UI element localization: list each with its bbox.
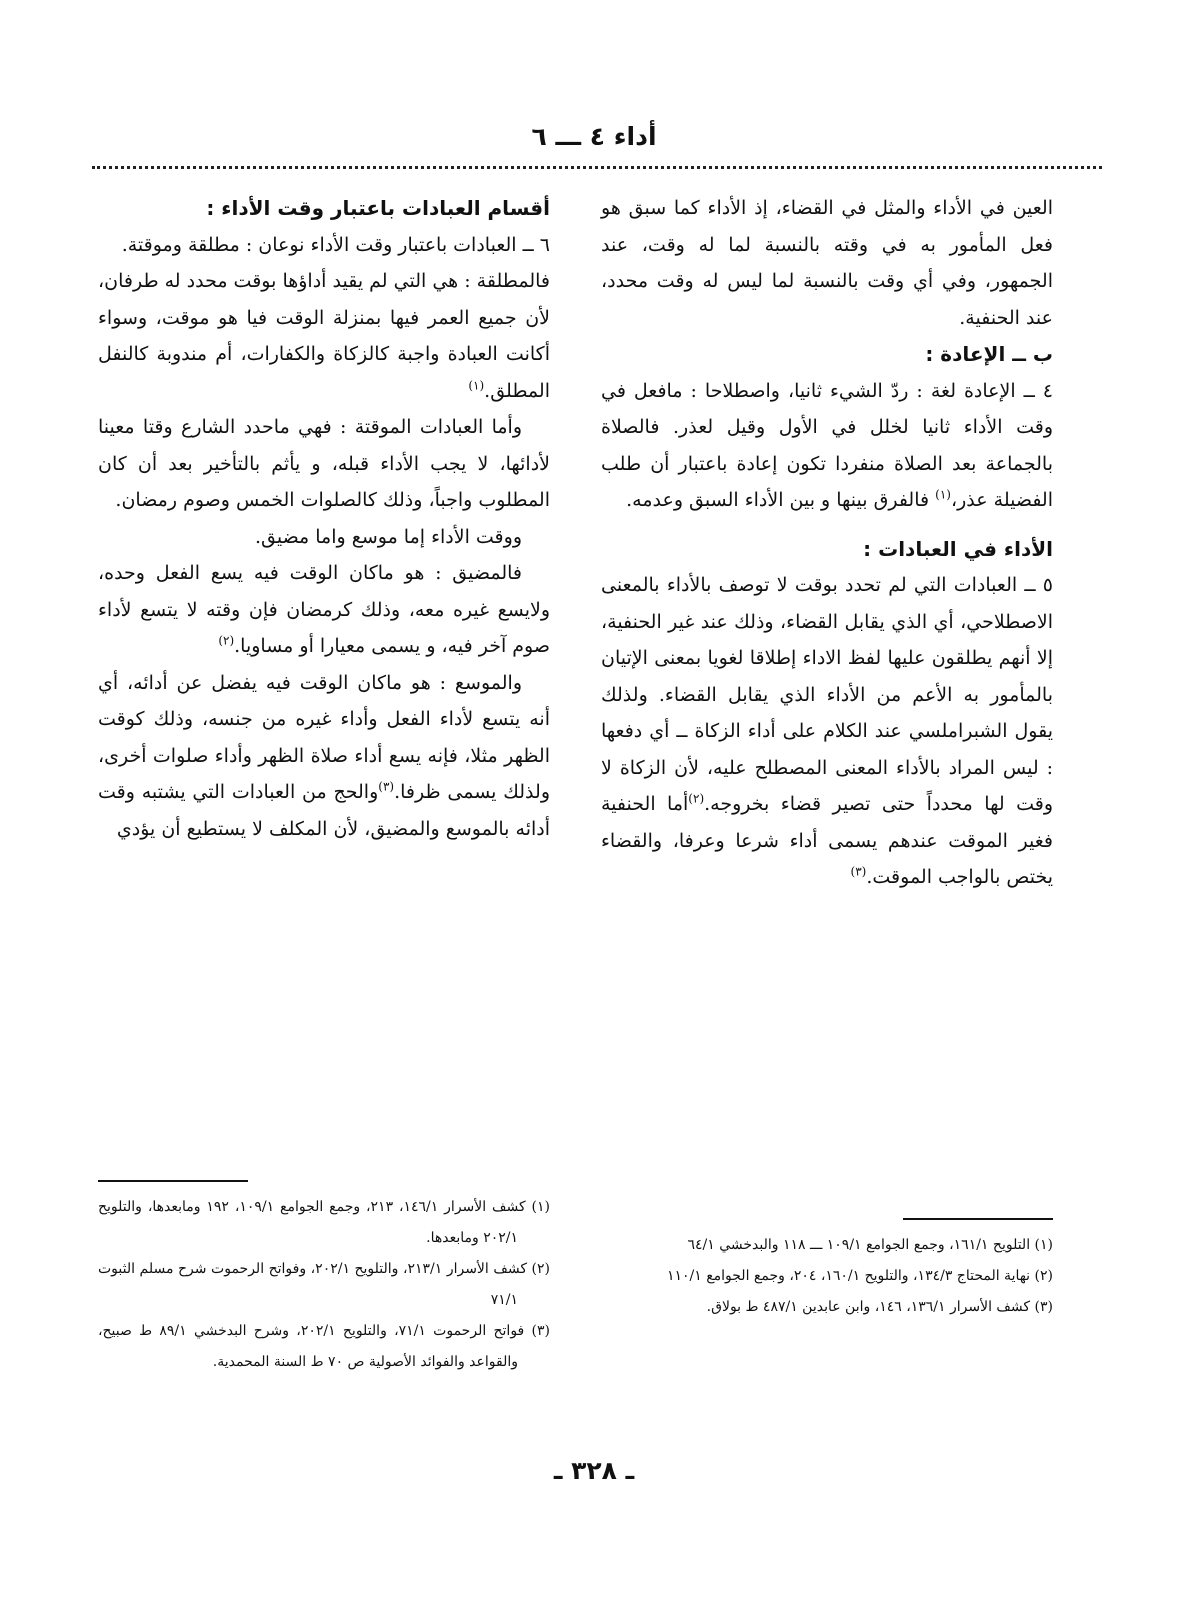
footnote-item: (١) كشف الأسرار ١٤٦/١، ٢١٣، وجمع الجوامع ١٠٩/١، ١٩٢ ومابعدها، والتلويح ٢٠٢/١ ومابعدها. bbox=[98, 1199, 551, 1246]
footnote-ref: (٢) bbox=[218, 633, 235, 648]
footnote-divider-right bbox=[903, 1218, 1053, 1220]
footnote-item: (٣) كشف الأسرار ١٣٦/١، ١٤٦، وابن عابدين ٤٨٧/١ ط بولاق. bbox=[706, 1299, 1053, 1315]
footnote-ref: (٣) bbox=[378, 779, 395, 794]
footnote-divider-left bbox=[98, 1180, 248, 1182]
footnote-ref: (٣) bbox=[850, 864, 867, 879]
page-header-title: أداء ٤ ـــ ٦ bbox=[531, 122, 657, 151]
footnote-item: (١) التلويح ١٦١/١، وجمع الجوامع ١٠٩/١ ـــ ١١٨ والبدخشي ٦٤/١ bbox=[687, 1237, 1053, 1253]
section-heading-ada-fil-ibadat: الأداء في العبادات : bbox=[863, 536, 1053, 561]
footnote-item: (٢) كشف الأسرار ٢١٣/١، والتلويح ٢٠٢/١، وفواتح الرحموت شرح مسلم الثبوت ٧١/١ bbox=[98, 1261, 550, 1308]
footnotes-left bbox=[98, 1192, 550, 1378]
right-paragraph-1: العين في الأداء والمثل في القضاء، إذ الأداء كما سبق هو فعل المأمور به في وقته بالنسبة لما له وقت، عند الجمهور، وفي أي وقت بالنسبة لما ليس له وقت محدد، عند الحنفية. bbox=[601, 197, 1053, 329]
left-paragraph-1: ٦ ــ العبادات باعتبار وقت الأداء نوعان : مطلقة وموقتة. bbox=[121, 233, 550, 256]
right-paragraph-2: ٤ ــ الإعادة لغة : ردّ الشيء ثانيا، واصطلاحا : مافعل في وقت الأداء ثانيا لخلل في الأول وقيل لعذر. فالصلاة بالجماعة بعد الصلاة منفردا تكون إعادة باعتبار أن طلب الفضيلة عذر،$^{(١)}$ فالفرق بينها و بين الأداء السبق وعدمه. bbox=[601, 379, 1053, 511]
footnote-ref: (١) bbox=[935, 487, 951, 502]
footnote-item: (٢) نهاية المحتاج ١٣٤/٣، والتلويح ١٦٠/١، ٢٠٤، وجمع الجوامع ١١٠/١ bbox=[666, 1268, 1053, 1284]
section-heading-aqsam: أقسام العبادات باعتبار وقت الأداء : bbox=[206, 196, 550, 220]
right-column bbox=[601, 190, 1053, 896]
footnote-ref: (٢) bbox=[688, 791, 705, 806]
left-column bbox=[98, 190, 550, 847]
left-paragraph-4: ووقت الأداء إما موسع واما مضيق. bbox=[254, 525, 522, 548]
right-paragraph-3: ٥ ــ العبادات التي لم تحدد بوقت لا توصف بالأداء بالمعنى الاصطلاحي، أي الذي يقابل القضاء، وذلك عند غير الحنفية، إلا أنهم يطلقون عليها لفظ الاداء إطلاقا لغويا بمعنى الإتيان بالمأمور به الأعم من الأداء الذي يقابل القضاء. ولذلك يقول الشبراملسي عند الكلام على أداء الزكاة ــ أي دفعها : ليس المراد بالأداء المعنى المصطلح عليه، لأن الزكاة لا وقت لها محدداً حتى تصير قضاء بخروجه.$^{(٢)}$أما الحنفية فغير الموقت عندهم يسمى أداء شرعا وعرفا، والقضاء يختص بالواجب الموقت.$^{(٣)}$ bbox=[601, 574, 1053, 888]
page-number: ـ ٣٢٨ ـ bbox=[553, 1456, 635, 1485]
left-paragraph-3: وأما العبادات الموقتة : فهي ماحدد الشارع وقتا معينا لأدائها، لا يجب الأداء قبله، و يأثم بالتأخير بعد أن كان المطلوب واجباً، وذلك كالصلوات الخمس وصوم رمضان. bbox=[98, 416, 550, 511]
left-paragraph-5: فالمضيق : هو ماكان الوقت فيه يسع الفعل وحده، ولايسع غيره معه، وذلك كرمضان فإن وقته لا يتسع لأداء صوم آخر فيه، و يسمى معيارا أو مساويا.$^{(٢)}$ bbox=[98, 562, 550, 657]
section-heading-iadah: ب ــ الإعادة : bbox=[925, 342, 1053, 366]
footnote-ref: (١) bbox=[468, 378, 485, 393]
header-dotted-divider bbox=[92, 166, 1102, 169]
footnote-item: (٣) فواتح الرحموت ٧١/١، والتلويح ٢٠٢/١، وشرح البدخشي ٨٩/١ ط صبيح، والقواعد والفوائد الأصولية ص ٧٠ ط السنة المحمدية. bbox=[98, 1323, 550, 1370]
left-paragraph-6: والموسع : هو ماكان الوقت فيه يفضل عن أدائه، أي أنه يتسع لأداء الفعل وأداء غيره من جنسه، وذلك كوقت الظهر مثلا، فإنه يسع أداء صلاة الظهر وأداء صلوات أخرى، ولذلك يسمى ظرفا.$^{(٣)}$والحج من العبادات التي يشتبه وقت أدائه بالموسع والمضيق، لأن المكلف لا يستطيع أن يؤدي bbox=[98, 671, 550, 840]
footnotes-right bbox=[601, 1230, 1053, 1323]
left-paragraph-2: فالمطلقة : هي التي لم يقيد أداؤها بوقت محدد له طرفان، لأن جميع العمر فيها بمنزلة الوقت فيا هو موقت، وسواء أكانت العبادة واجبة كالزكاة والكفارات، أم مندوبة كالنفل المطلق.$^{(١)}$ bbox=[98, 270, 550, 402]
